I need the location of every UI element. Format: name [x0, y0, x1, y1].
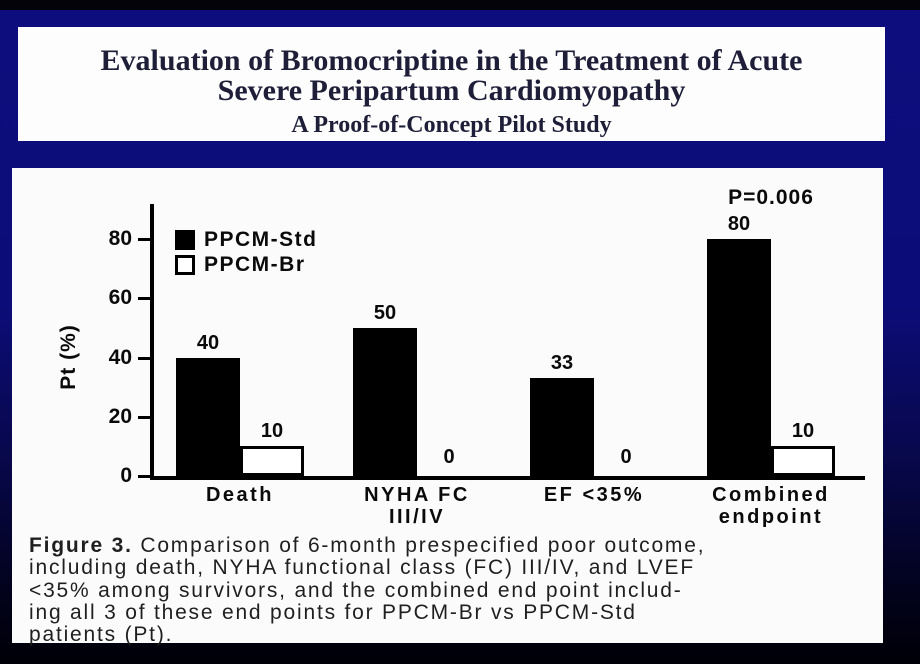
bar-value-label: 10: [260, 420, 284, 443]
bar-ppcm-std: [530, 378, 594, 476]
x-category-label-line: III/IV: [388, 506, 446, 528]
bar-value-label: 40: [196, 331, 220, 354]
bar-ppcm-std: [176, 358, 240, 477]
y-axis-title: Pt (%): [57, 324, 80, 390]
bar-value-label: 0: [443, 446, 455, 468]
bar-value-label: 50: [373, 301, 397, 324]
title-box: [18, 27, 885, 141]
y-tick-label: 0: [120, 464, 132, 487]
slide-title-line1: Evaluation of Bromocriptine in the Treatment of Acute: [100, 44, 803, 77]
caption-line: Figure 3. Comparison of 6-month prespecified poor outcome,: [29, 534, 706, 557]
x-category-label: [322, 484, 512, 528]
x-category-label-line: Death: [205, 484, 275, 506]
bar-ppcm-br: [240, 446, 304, 476]
y-tick-mark: [138, 475, 150, 478]
caption-line: ing all 3 of these end points for PPCM-Br vs PPCM-Std: [29, 600, 637, 624]
caption-line: patients (Pt).: [29, 623, 174, 647]
top-black-strip: [0, 0, 920, 10]
legend-entry-ppcm-br: [175, 255, 318, 275]
y-tick-mark: [138, 238, 150, 241]
y-axis-line: [150, 204, 154, 480]
y-tick-label: 40: [108, 345, 132, 369]
y-tick-label: 60: [108, 286, 132, 310]
bar-ppcm-std: [707, 239, 771, 476]
figure-panel: [12, 168, 883, 647]
x-category-label-line: EF <35%: [543, 484, 645, 506]
filled-square-icon: [175, 230, 195, 250]
bar-ppcm-br: [771, 446, 835, 476]
y-tick-mark: [138, 297, 150, 300]
caption-line: including death, NYHA functional class (FC) III/IV, and LVEF: [29, 556, 695, 580]
bar-value-label: 10: [791, 420, 815, 443]
legend-entry-ppcm-std: [175, 230, 318, 250]
x-category-label: [499, 484, 689, 506]
y-tick-mark: [138, 416, 150, 419]
x-axis-line: [150, 476, 865, 480]
x-category-label-line: Combined: [712, 484, 830, 506]
figure-caption: [29, 535, 874, 646]
caption-line: <35% among survivors, and the combined end point includ-: [29, 578, 683, 602]
x-category-label: [145, 484, 335, 506]
y-tick-label: 20: [108, 404, 132, 428]
slide-subtitle: A Proof-of-Concept Pilot Study: [291, 112, 612, 138]
x-category-label: [676, 484, 866, 528]
x-category-label-line: endpoint: [718, 506, 824, 528]
legend-label: PPCM-Br: [204, 253, 306, 276]
caption-figure-number: Figure 3.: [29, 534, 133, 557]
legend-label: PPCM-Std: [204, 228, 318, 251]
open-square-icon: [175, 255, 195, 275]
chart-legend: [175, 230, 318, 280]
y-tick-label: 80: [108, 227, 132, 250]
bar-value-label: 80: [727, 213, 751, 235]
p-value-annotation: P=0.006: [728, 186, 814, 209]
bar-value-label: 33: [550, 352, 574, 375]
bar-ppcm-std: [353, 328, 417, 476]
x-category-label-line: NYHA FC: [364, 484, 470, 506]
y-tick-mark: [138, 357, 150, 360]
slide-title-line2: Severe Peripartum Cardiomyopathy: [217, 74, 686, 107]
bar-value-label: 0: [620, 446, 632, 468]
